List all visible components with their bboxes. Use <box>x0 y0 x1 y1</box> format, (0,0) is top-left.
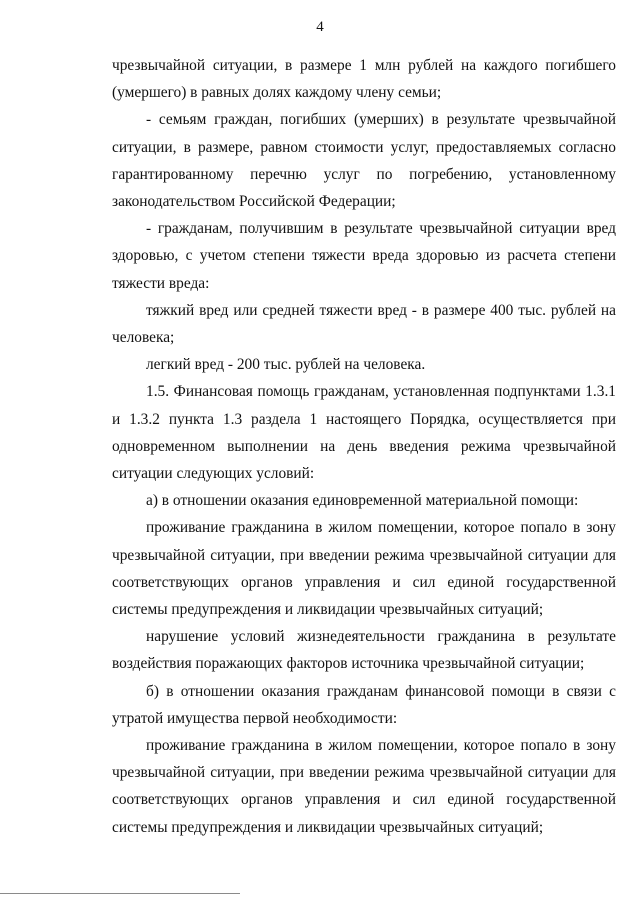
page-number: 4 <box>316 19 324 35</box>
paragraph-4: тяжкий вред или средней тяжести вред - в размере 400 тыс. рублей на человека; <box>112 301 616 347</box>
paragraph-5: легкий вред - 200 тыс. рублей на человека. <box>146 356 426 374</box>
paragraph-8: проживание гражданина в жилом помещении, которое попало в зону чрезвычайной ситуации, при введении режима чрезвычайной ситуации для соответствующих органов управления и сил единой государственной системы предупреждения и ликвидации чрезвычайных ситуаций; <box>112 519 616 619</box>
document-body <box>112 52 616 841</box>
paragraph-3: - гражданам, получившим в результате чрезвычайной ситуации вред здоровью, с учетом степени тяжести вреда здоровью из расчета степени тяжести вреда: <box>112 220 616 292</box>
paragraph-7: а) в отношении оказания единовременной материальной помощи: <box>146 492 579 510</box>
paragraph-2: - семьям граждан, погибших (умерших) в результате чрезвычайной ситуации, в размере, равном стоимости услуг, предоставляемых согласно гарантированному перечню услуг по погребению, установленному законодательством Российской Федерации; <box>112 111 616 211</box>
scan-edge-line <box>0 893 240 894</box>
paragraph-9: нарушение условий жизнедеятельности гражданина в результате воздействия поражающих факторов источника чрезвычайной ситуации; <box>112 628 616 673</box>
paragraph-10: б) в отношении оказания гражданам финансовой помощи в связи с утратой имущества первой необходимости: <box>112 682 616 727</box>
paragraph-6: 1.5. Финансовая помощь гражданам, установленная подпунктами 1.3.1 и 1.3.2 пункта 1.3 раздела 1 настоящего Порядка, осуществляется при одновременном выполнении на день введения режима чрезвычайной ситуации следующих условий: <box>112 383 616 483</box>
paragraph-1: чрезвычайной ситуации, в размере 1 млн рублей на каждого погибшего (умершего) в равных долях каждому члену семьи; <box>112 57 616 102</box>
paragraph-11: проживание гражданина в жилом помещении, которое попало в зону чрезвычайной ситуации, при введении режима чрезвычайной ситуации для соответствующих органов управления и сил единой государственной системы предупреждения и ликвидации чрезвычайных ситуаций; <box>112 737 616 836</box>
